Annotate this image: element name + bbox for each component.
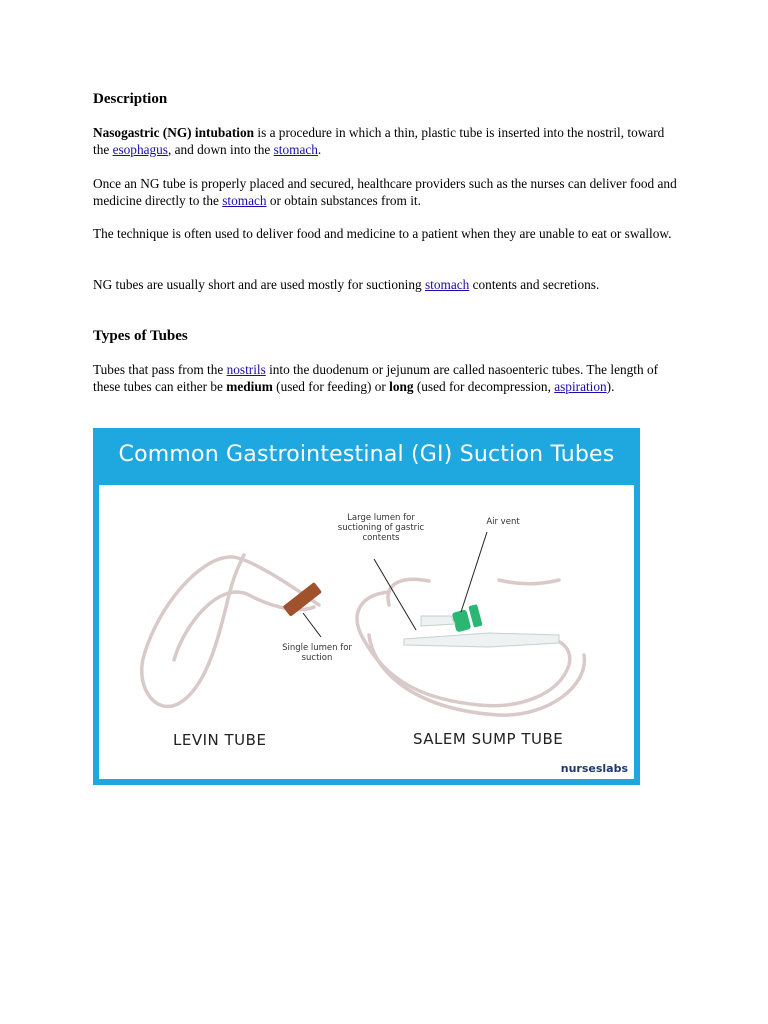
link-nostrils[interactable]: nostrils <box>226 362 266 377</box>
label-single-lumen: Single lumen for suction <box>282 643 352 663</box>
link-stomach-2[interactable]: stomach <box>222 193 267 208</box>
salem-connector <box>404 604 559 647</box>
levin-tube-label: LEVIN TUBE <box>173 731 267 749</box>
paragraph-technique: The technique is often used to deliver food and medicine to a patient when they are unable to eat or swallow. <box>93 226 672 241</box>
link-stomach-1[interactable]: stomach <box>273 142 318 157</box>
link-esophagus[interactable]: esophagus <box>112 142 168 157</box>
levin-tip <box>283 582 323 617</box>
types-heading: Types of Tubes <box>93 328 188 344</box>
paragraph-placement: Once an NG tube is properly placed and secured, healthcare providers such as the nurses can deliver food and medicine directly to the stomach or obtain substances from it. <box>93 176 677 208</box>
paragraph-nasoenteric: Tubes that pass from the nostrils into the duodenum or jejunum are called nasoenteric tubes. The length of these tubes can either be medium (used for feeding) or long (used for decompression, aspiration). <box>93 362 659 394</box>
link-aspiration[interactable]: aspiration <box>554 379 607 394</box>
figure-title: Common Gastrointestinal (GI) Suction Tubes <box>118 442 615 467</box>
gi-suction-tubes-figure <box>93 428 640 785</box>
salem-sump-tube-drawing <box>357 579 584 715</box>
label-large-lumen: Large lumen for suctioning of gastric contents <box>337 513 425 543</box>
label-air-vent: Air vent <box>486 517 520 527</box>
term-ng-intubation: Nasogastric (NG) intubation <box>93 125 255 140</box>
paragraph-ng-tubes: NG tubes are usually short and are used mostly for suctioning stomach contents and secretions. <box>93 277 600 292</box>
description-heading: Description <box>93 91 168 107</box>
levin-tube-drawing <box>142 555 319 706</box>
salem-sump-tube-label: SALEM SUMP TUBE <box>413 730 564 748</box>
paragraph-ng-intubation: Nasogastric (NG) intubation is a procedure in which a thin, plastic tube is inserted into the nostril, toward the esophagus, and down into the stomach. <box>93 125 665 157</box>
link-stomach-3[interactable]: stomach <box>425 277 470 292</box>
nurseslabs-logo: nurseslabs <box>560 762 628 775</box>
figure-panel <box>99 485 634 779</box>
